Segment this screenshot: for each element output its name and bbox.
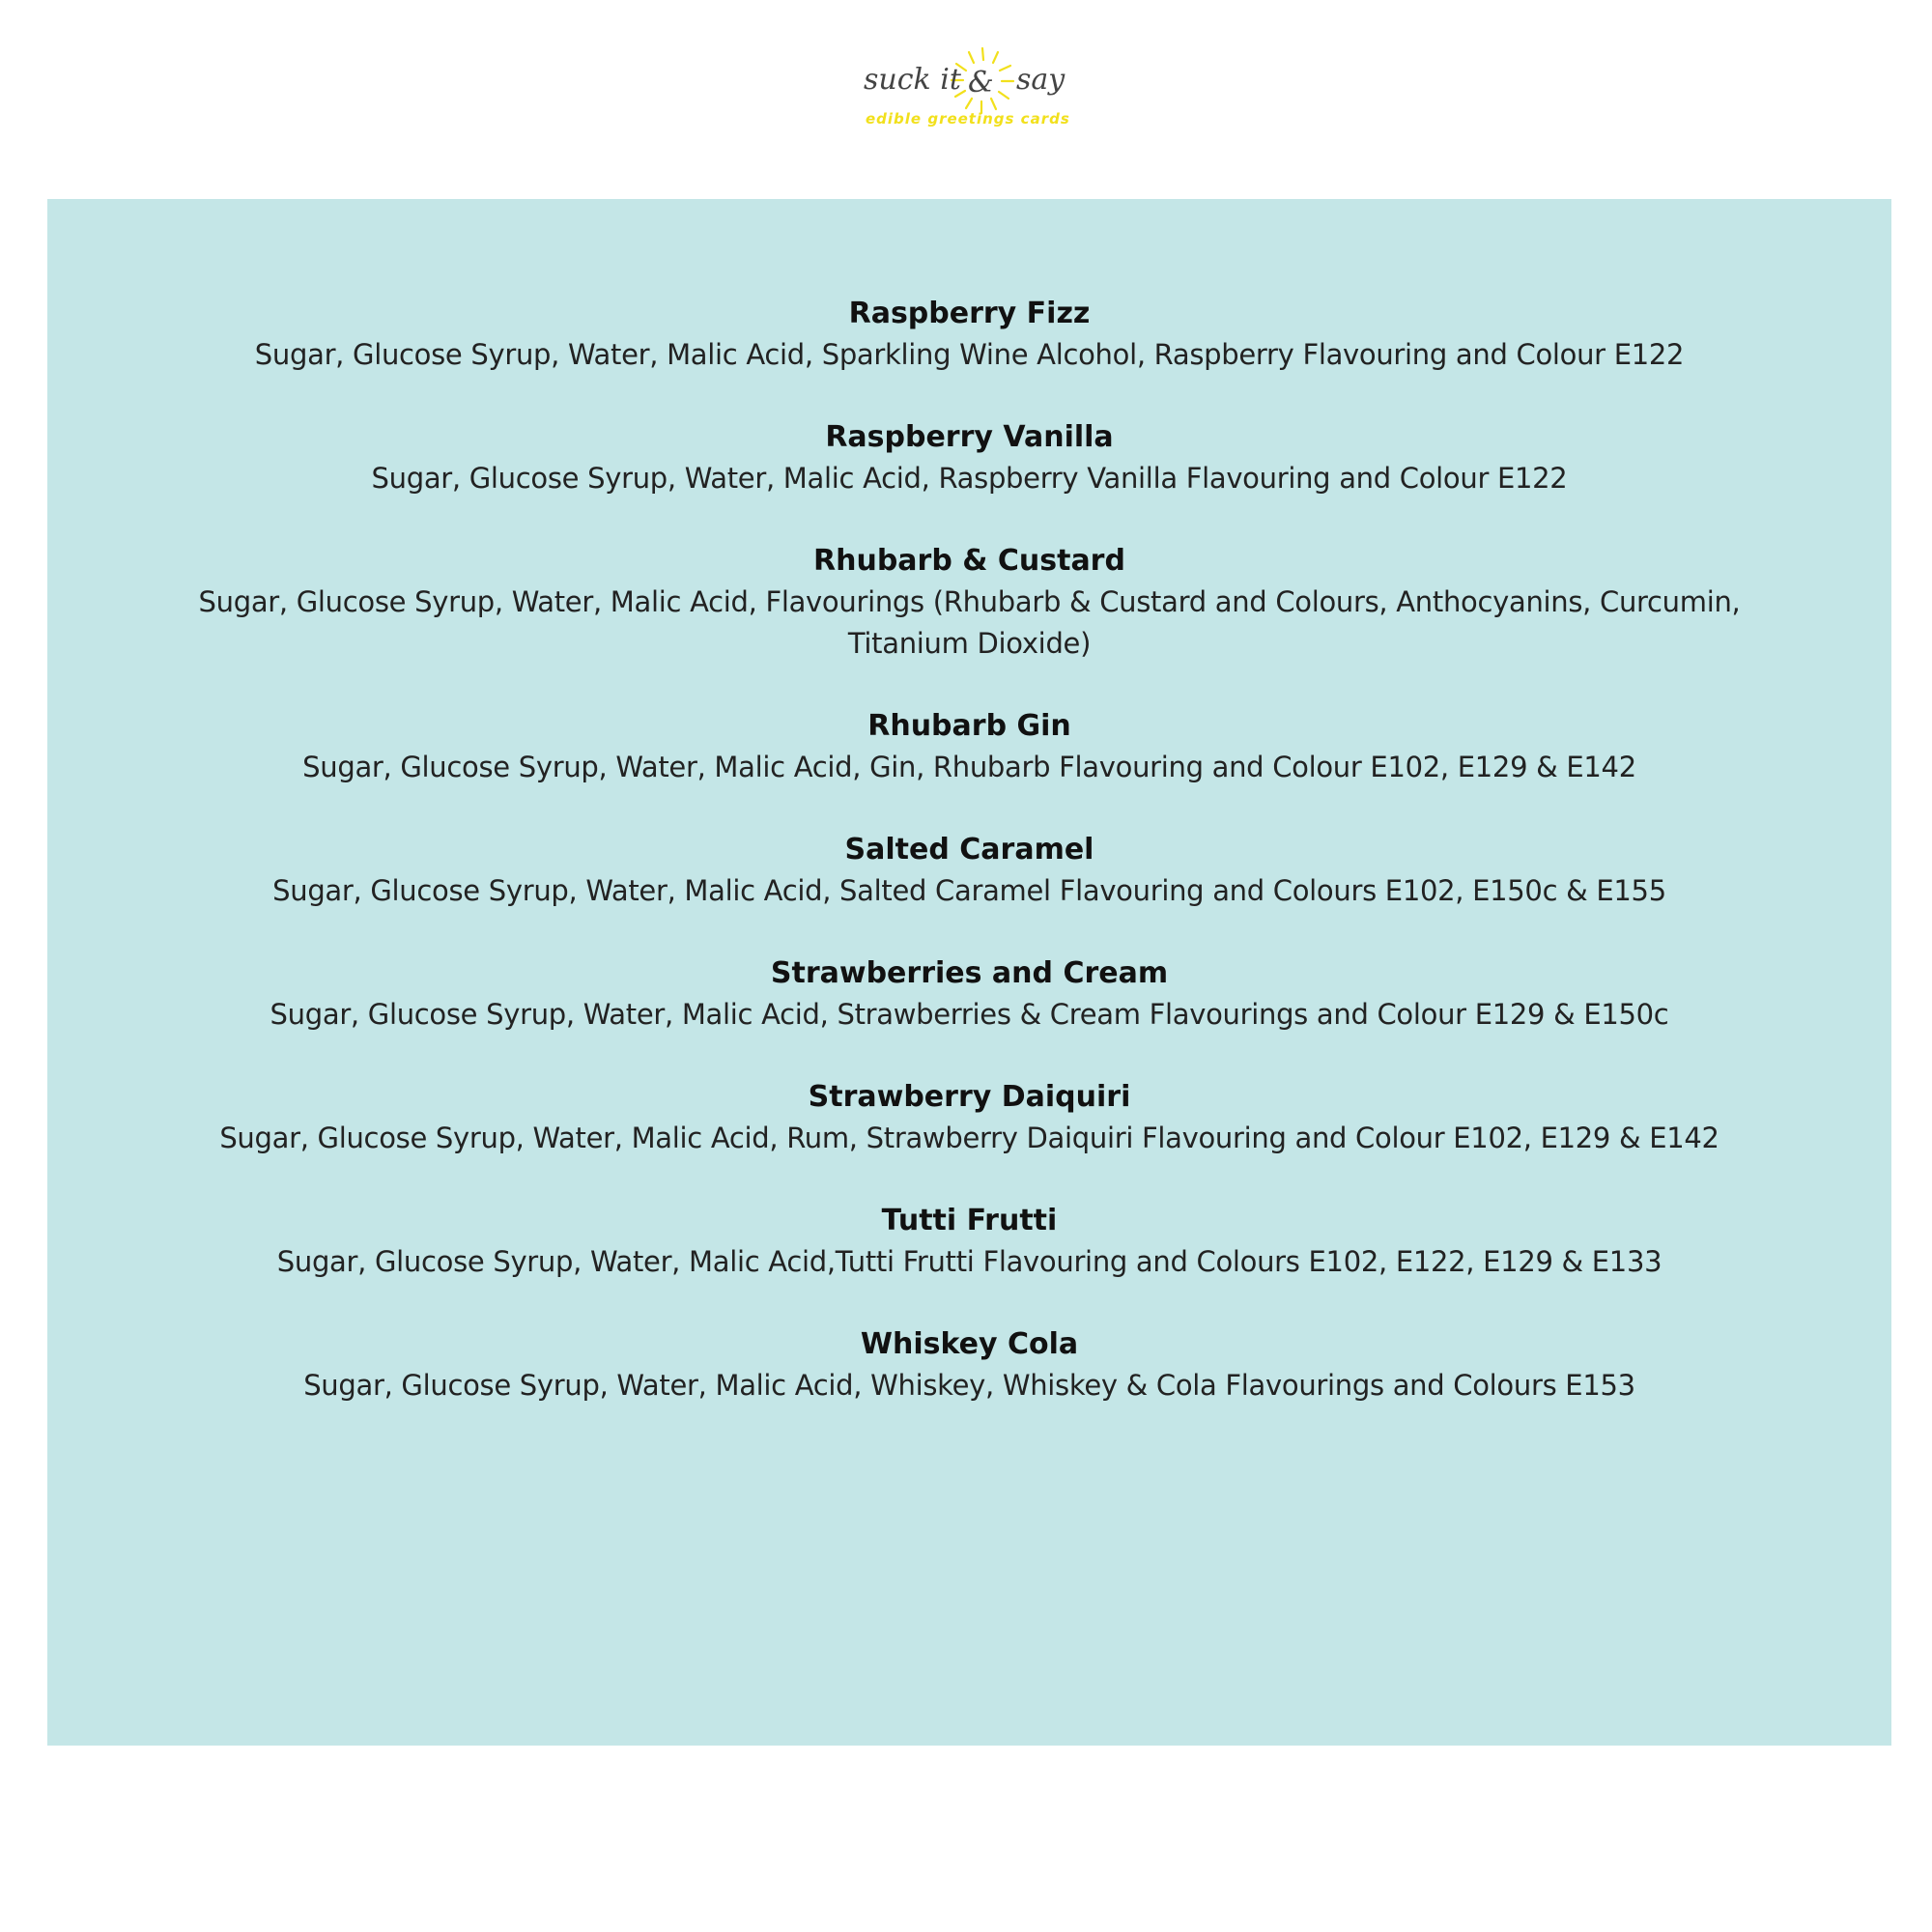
flavour-entry <box>154 1323 1785 1406</box>
flavour-name: Salted Caramel <box>844 833 1094 867</box>
flavour-entry <box>154 293 1785 376</box>
flavour-ingredients: Sugar, Glucose Syrup, Water, Malic Acid, Whiskey, Whiskey & Cola Flavourings and Colours E153 <box>303 1369 1635 1402</box>
flavour-ingredients: Sugar, Glucose Syrup, Water, Malic Acid, Gin, Rhubarb Flavouring and Colour E102, E129 & E142 <box>302 751 1636 783</box>
flavour-name: Strawberries and Cream <box>770 956 1169 990</box>
flavour-entry <box>154 1076 1785 1159</box>
flavour-name: Rhubarb Gin <box>867 709 1071 743</box>
ingredients-panel <box>47 199 1891 1746</box>
ingredients-list <box>47 293 1891 1447</box>
flavour-ingredients: Sugar, Glucose Syrup, Water, Malic Acid, Strawberries & Cream Flavourings and Colour E129 & E150c <box>270 998 1669 1031</box>
flavour-name: Whiskey Cola <box>860 1327 1079 1361</box>
flavour-ingredients: Sugar, Glucose Syrup, Water, Malic Acid,Tutti Frutti Flavouring and Colours E102, E122, E129 & E133 <box>276 1245 1662 1278</box>
logo-script-left: suck it <box>864 63 961 97</box>
flavour-ingredients: Sugar, Glucose Syrup, Water, Malic Acid, Salted Caramel Flavouring and Colours E102, E150c & E155 <box>272 874 1666 907</box>
flavour-entry <box>154 1200 1785 1283</box>
flavour-ingredients: Sugar, Glucose Syrup, Water, Malic Acid, Flavourings (Rhubarb & Custard and Colours, Anthocyanins, Curcumin, Titanium Dioxide) <box>198 585 1741 660</box>
brand-logo <box>860 39 1082 135</box>
flavour-name: Strawberry Daiquiri <box>808 1080 1131 1114</box>
flavour-entry <box>154 829 1785 912</box>
flavour-name: Tutti Frutti <box>881 1204 1058 1237</box>
flavour-name: Raspberry Fizz <box>848 297 1091 330</box>
flavour-entry <box>154 705 1785 788</box>
flavour-entry <box>154 952 1785 1036</box>
logo-ampersand: & <box>968 66 994 99</box>
flavour-entry <box>154 540 1785 665</box>
flavour-name: Raspberry Vanilla <box>825 420 1114 454</box>
flavour-ingredients: Sugar, Glucose Syrup, Water, Malic Acid, Raspberry Vanilla Flavouring and Colour E122 <box>371 462 1568 495</box>
flavour-ingredients: Sugar, Glucose Syrup, Water, Malic Acid, Sparkling Wine Alcohol, Raspberry Flavouring and Colour E122 <box>254 338 1685 371</box>
flavour-name: Rhubarb & Custard <box>813 544 1125 578</box>
logo-tagline-graphic: edible greetings cards <box>866 110 1070 128</box>
flavour-ingredients: Sugar, Glucose Syrup, Water, Malic Acid, Rum, Strawberry Daiquiri Flavouring and Colour E102, E129 & E142 <box>219 1122 1719 1154</box>
logo-script-right: say <box>1016 63 1065 97</box>
logo-graphic <box>860 39 1082 135</box>
flavour-entry <box>154 416 1785 499</box>
